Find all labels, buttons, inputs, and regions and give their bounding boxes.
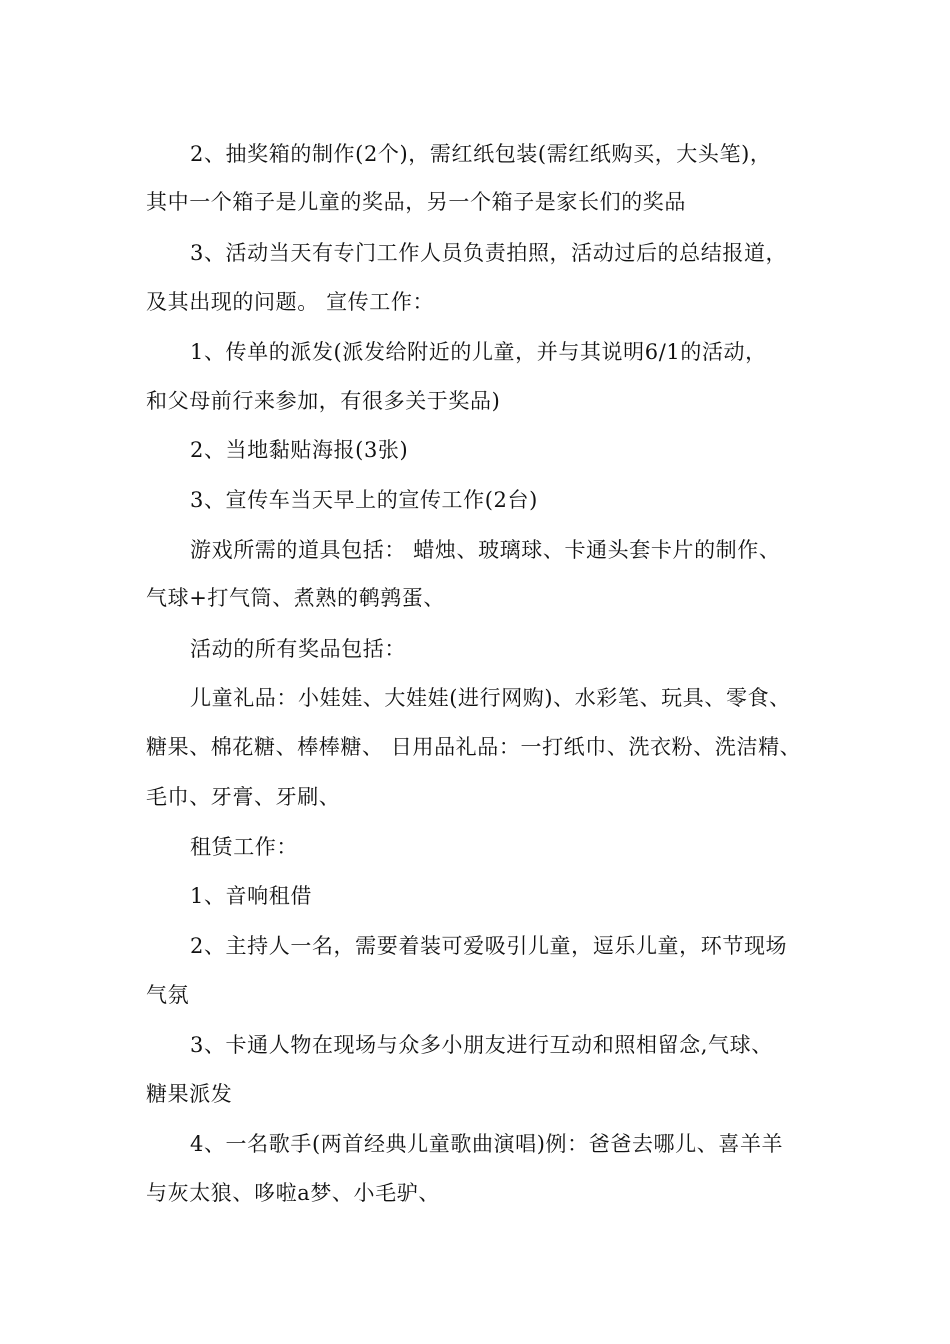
text-line-12: 儿童礼品：小娃娃、大娃娃(进行网购)、水彩笔、玩具、零食、 [190,686,791,710]
text-line-13: 糖果、棉花糖、棒棒糖、 日用品礼品：一打纸巾、洗衣粉、洗洁精、 [146,735,802,759]
text-line-8: 3、宣传车当天早上的宣传工作(2台) [190,488,538,512]
text-line-18: 气氛 [146,983,190,1007]
text-line-21: 4、一名歌手(两首经典儿童歌曲演唱)例：爸爸去哪儿、喜羊羊 [190,1132,784,1156]
text-line-7: 2、当地黏贴海报(3张) [190,438,409,462]
text-line-15: 租赁工作： [190,835,298,859]
text-line-2: 其中一个箱子是儿童的奖品，另一个箱子是家长们的奖品 [146,190,686,214]
text-line-3: 3、活动当天有专门工作人员负责拍照，活动过后的总结报道， [190,241,788,265]
text-line-10: 气球+打气筒、煮熟的鹌鹑蛋、 [146,586,445,610]
text-line-11: 活动的所有奖品包括： [190,637,406,661]
text-line-20: 糖果派发 [146,1082,233,1106]
text-line-1: 2、抽奖箱的制作(2个)，需红纸包装(需红纸购买，大头笔)， [190,142,772,166]
text-line-4: 及其出现的问题。 宣传工作： [146,290,435,314]
text-line-6: 和父母前行来参加，有很多关于奖品) [146,389,501,413]
text-line-17: 2、主持人一名，需要着装可爱吸引儿童，逗乐儿童，环节现场 [190,934,788,958]
text-line-16: 1、音响租借 [190,884,312,908]
text-line-22: 与灰太狼、哆啦a梦、小毛驴、 [146,1181,440,1205]
text-line-5: 1、传单的派发(派发给附近的儿童，并与其说明6/1的活动， [190,340,767,364]
text-line-19: 3、卡通人物在现场与众多小朋友进行互动和照相留念,气球、 [190,1033,773,1057]
text-line-14: 毛巾、牙膏、牙刷、 [146,785,341,809]
text-line-9: 游戏所需的道具包括： 蜡烛、玻璃球、卡通头套卡片的制作、 [190,538,781,562]
